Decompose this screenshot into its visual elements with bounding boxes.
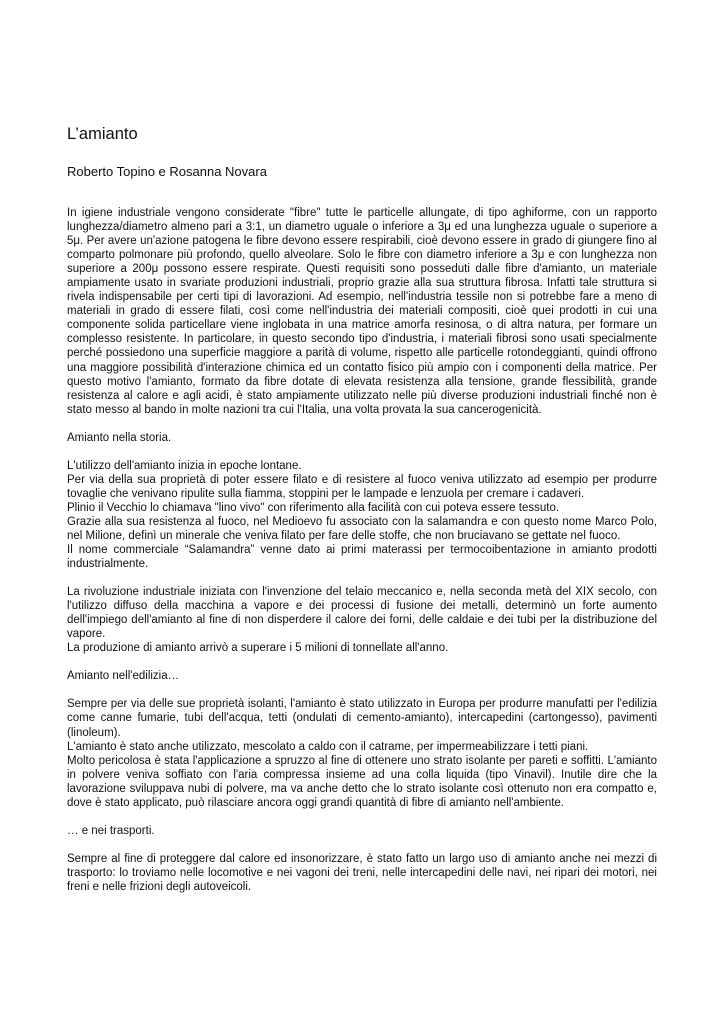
section-heading-history: Amianto nella storia. <box>67 431 172 444</box>
document-title: L’amianto <box>67 125 138 143</box>
building-paragraph-3: Molto pericolosa è stata l'applicazione a spruzzo al fine di ottenere uno strato isolante per pareti e soffitti. L'amianto in polvere veniva soffiato con l'aria compressa insieme ad una colla liquida (tipo Vinavil). Inutile dire che la lavorazione sviluppava nubi di polvere, ma va anche detto che lo strato isolante così ottenuto non era compatto e, dove è stato applicato, può rilasciare ancora oggi grandi quantità di fibre di amianto nell'ambiente. <box>67 754 657 809</box>
document-body <box>67 206 657 908</box>
intro-paragraph: In igiene industriale vengono considerate "fibre" tutte le particelle allungate, di tipo aghiforme, con un rapporto lunghezza/diametro almeno pari a 3:1, un diametro uguale o inferiore a 3μ ed una lunghezza uguale o superiore a 5μ. Per avere un'azione patogena le fibre devono essere respirabili, cioè devono essere in grado di giungere fino al comparto polmonare più profondo, quello alveolare. Solo le fibre con diametro inferiore a 3μ e con lunghezza non superiore a 200μ possono essere respirate. Questi requisiti sono posseduti dalle fibre d'amianto, un materiale ampiamente usato in svariate produzioni industriali, proprio grazie alla sua struttura fibrosa. Infatti tale struttura si rivela indispensabile per certi tipi di lavorazioni. Ad esempio, nell'industria tessile non si potrebbe fare a meno di materiali in grado di essere filati, così come nell'industria dei materiali compositi, cioè quei prodotti in cui una componente solida particellare viene inglobata in una matrice amorfa resinosa, o di altra natura, per formare un complesso resistente. In particolare, in questo secondo tipo d'industria, i materiali fibrosi sono usati specialmente perché possiedono una superficie maggiore a parità di volume, rispetto alle particelle rotondeggianti, quindi offrono una maggiore possibilità d'interazione chimica ed un contatto fisico più ampio con i componenti della matrice. Per questo motivo l'amianto, formato da fibre dotate di elevata resistenza alla tensione, grande flessibilità, grande resistenza al calore e agli acidi, è stato ampiamente utilizzato nelle più diverse produzioni industriali finché non è stato messo al bando in molte nazioni tra cui l'Italia, una volta provata la sua cancerogenicità. <box>67 207 657 416</box>
industrial-paragraph-1: La rivoluzione industriale iniziata con l'invenzione del telaio meccanico e, nella seconda metà del XIX secolo, con l'utilizzo diffuso della macchina a vapore e dei processi di fusione dei metalli, determinò un forte aumento dell'impiego dell'amianto al fine di non disperdere il calore dei forni, delle caldaie e dei tubi per la distribuzione del vapore. <box>67 586 657 641</box>
industrial-paragraph-2: La produzione di amianto arrivò a superare i 5 milioni di tonnellate all'anno. <box>67 642 449 655</box>
history-paragraph-4: Grazie alla sua resistenza al fuoco, nel Medioevo fu associato con la salamandra e con questo nome Marco Polo, nel Milione, definì un minerale che veniva filato per fare delle stoffe, che non bruciavano se gettate nel fuoco. <box>67 515 657 542</box>
building-paragraph-2: L'amianto è stato anche utilizzato, mescolato a caldo con il catrame, per impermeabilizzare i tetti piani. <box>67 740 589 753</box>
building-paragraph-1: Sempre per via delle sue proprietà isolanti, l'amianto è stato utilizzato in Europa per produrre manufatti per l'edilizia come canne fumarie, tubi dell'acqua, tetti (ondulati di cemento-amianto), intercapedini (cartongesso), pavimenti (linoleum). <box>67 698 657 739</box>
document-authors: Roberto Topino e Rosanna Novara <box>67 164 267 179</box>
history-paragraph-3: Plinio il Vecchio lo chiamava "lino vivo" con riferimento alla facilità con cui poteva essere tessuto. <box>67 501 560 514</box>
history-paragraph-5: Il nome commerciale “Salamandra” venne dato ai primi materassi per termocoibentazione in amianto prodotti industrialmente. <box>67 544 657 571</box>
history-paragraph-1: L'utilizzo dell'amianto inizia in epoche lontane. <box>67 459 302 472</box>
section-heading-transport: … e nei trasporti. <box>67 824 155 837</box>
section-heading-building: Amianto nell'edilizia… <box>67 670 180 683</box>
history-paragraph-2: Per via della sua proprietà di poter essere filato e di resistere al fuoco veniva utilizzato ad esempio per produrre tovaglie che venivano ripulite sulla fiamma, stoppini per le lampade e lenzuola per cremare i cadaveri. <box>67 473 657 500</box>
transport-paragraph-1: Sempre al fine di proteggere dal calore ed insonorizzare, è stato fatto un largo uso di amianto anche nei mezzi di trasporto: lo troviamo nelle locomotive e nei vagoni dei treni, nelle intercapedini delle navi, nei ripari dei motori, nei freni e nelle frizioni degli autoveicoli. <box>67 852 657 893</box>
